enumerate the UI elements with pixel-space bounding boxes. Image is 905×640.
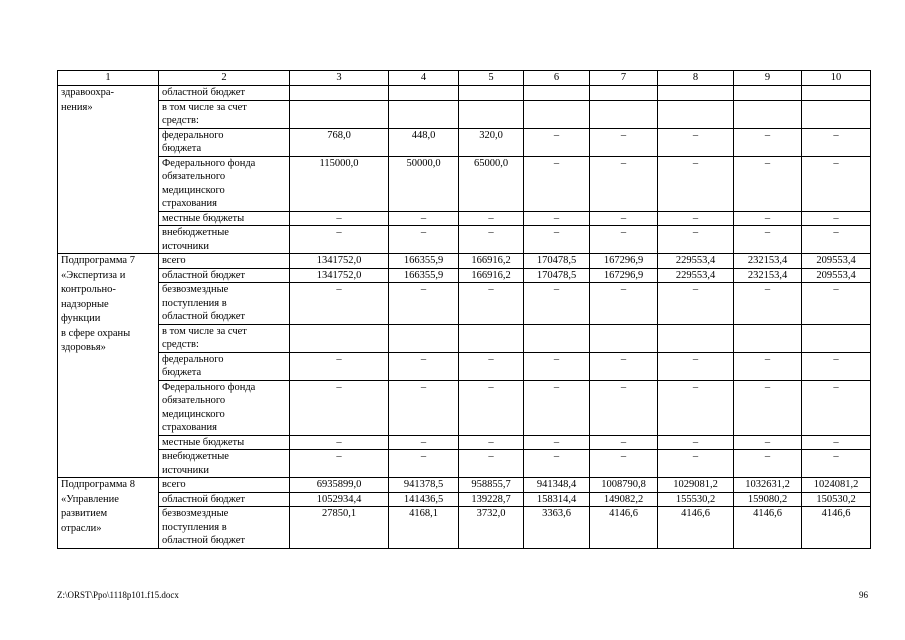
value-cell: – xyxy=(524,352,590,380)
value-cell: – xyxy=(590,226,658,254)
value-cell: – xyxy=(802,283,871,325)
value-cell xyxy=(524,324,590,352)
value-cell: – xyxy=(389,435,459,450)
value-cell: 149082,2 xyxy=(590,492,658,507)
table-row xyxy=(58,478,871,493)
funding-source: федерального бюджета xyxy=(159,352,290,380)
value-cell: – xyxy=(459,380,524,435)
column-header: 9 xyxy=(734,71,802,86)
program-name: Подпрограмма 7 «Экспертиза и контрольно- надзорные функции в сфере охраны здоровья» xyxy=(58,254,159,478)
value-cell xyxy=(590,86,658,101)
value-cell: – xyxy=(524,156,590,211)
value-cell: – xyxy=(802,435,871,450)
value-cell: 170478,5 xyxy=(524,254,590,269)
funding-source: внебюджетные источники xyxy=(159,450,290,478)
value-cell xyxy=(389,100,459,128)
value-cell: 27850,1 xyxy=(290,507,389,549)
funding-source: Федерального фонда обязательного медицинского страхования xyxy=(159,380,290,435)
value-cell: – xyxy=(802,226,871,254)
value-cell xyxy=(658,100,734,128)
table-row xyxy=(58,128,871,156)
value-cell: – xyxy=(658,226,734,254)
funding-source: безвозмездные поступления в областной бюджет xyxy=(159,283,290,325)
program-name: Подпрограмма 8 «Управление развитием отрасли» xyxy=(58,478,159,549)
value-cell: – xyxy=(524,450,590,478)
value-cell: – xyxy=(290,380,389,435)
value-cell: – xyxy=(590,283,658,325)
value-cell xyxy=(459,100,524,128)
file-path: Z:\ORST\Ppo\1118p101.f15.docx xyxy=(57,590,179,600)
funding-source: всего xyxy=(159,254,290,269)
value-cell: – xyxy=(802,156,871,211)
column-header: 7 xyxy=(590,71,658,86)
value-cell xyxy=(524,86,590,101)
table-row xyxy=(58,283,871,325)
table-row xyxy=(58,211,871,226)
value-cell: 167296,9 xyxy=(590,254,658,269)
table-row xyxy=(58,226,871,254)
value-cell: 6935899,0 xyxy=(290,478,389,493)
funding-source: всего xyxy=(159,478,290,493)
value-cell: 958855,7 xyxy=(459,478,524,493)
value-cell: – xyxy=(459,435,524,450)
value-cell: – xyxy=(524,435,590,450)
value-cell: 1341752,0 xyxy=(290,254,389,269)
value-cell xyxy=(290,324,389,352)
value-cell: 166355,9 xyxy=(389,254,459,269)
value-cell: – xyxy=(658,211,734,226)
value-cell xyxy=(590,100,658,128)
value-cell: 167296,9 xyxy=(590,268,658,283)
funding-source: безвозмездные поступления в областной бюджет xyxy=(159,507,290,549)
value-cell xyxy=(590,324,658,352)
funding-source: областной бюджет xyxy=(159,86,290,101)
column-header: 8 xyxy=(658,71,734,86)
header-row xyxy=(58,71,871,86)
table-row xyxy=(58,156,871,211)
value-cell: – xyxy=(290,435,389,450)
value-cell: 155530,2 xyxy=(658,492,734,507)
value-cell: 115000,0 xyxy=(290,156,389,211)
value-cell: 1008790,8 xyxy=(590,478,658,493)
value-cell: – xyxy=(389,283,459,325)
value-cell: 1032631,2 xyxy=(734,478,802,493)
value-cell xyxy=(802,86,871,101)
table-row xyxy=(58,380,871,435)
funding-source: внебюджетные источники xyxy=(159,226,290,254)
value-cell: – xyxy=(734,156,802,211)
value-cell: 4146,6 xyxy=(802,507,871,549)
funding-source: Федерального фонда обязательного медицинского страхования xyxy=(159,156,290,211)
value-cell: 768,0 xyxy=(290,128,389,156)
value-cell: – xyxy=(734,283,802,325)
funding-source: областной бюджет xyxy=(159,268,290,283)
value-cell: – xyxy=(590,352,658,380)
page-number: 96 xyxy=(859,590,868,600)
column-header: 1 xyxy=(58,71,159,86)
value-cell: – xyxy=(734,450,802,478)
table-row xyxy=(58,450,871,478)
value-cell: 941348,4 xyxy=(524,478,590,493)
value-cell: – xyxy=(802,380,871,435)
value-cell: 232153,4 xyxy=(734,268,802,283)
value-cell: 1052934,4 xyxy=(290,492,389,507)
value-cell: – xyxy=(524,226,590,254)
value-cell: – xyxy=(524,283,590,325)
column-header: 4 xyxy=(389,71,459,86)
value-cell: – xyxy=(590,435,658,450)
value-cell: – xyxy=(590,128,658,156)
value-cell: – xyxy=(658,156,734,211)
value-cell: – xyxy=(658,352,734,380)
table-row xyxy=(58,268,871,283)
value-cell: 166916,2 xyxy=(459,268,524,283)
value-cell xyxy=(658,324,734,352)
table-row xyxy=(58,435,871,450)
value-cell: – xyxy=(590,380,658,435)
value-cell: 141436,5 xyxy=(389,492,459,507)
funding-source: в том числе за счет средств: xyxy=(159,100,290,128)
value-cell: 158314,4 xyxy=(524,492,590,507)
table-row xyxy=(58,507,871,549)
value-cell: – xyxy=(459,211,524,226)
value-cell xyxy=(734,324,802,352)
value-cell: 320,0 xyxy=(459,128,524,156)
value-cell: – xyxy=(290,450,389,478)
funding-source: местные бюджеты xyxy=(159,435,290,450)
value-cell xyxy=(802,324,871,352)
value-cell: 150530,2 xyxy=(802,492,871,507)
value-cell: 4146,6 xyxy=(658,507,734,549)
value-cell xyxy=(658,86,734,101)
value-cell: – xyxy=(389,380,459,435)
value-cell: – xyxy=(459,450,524,478)
value-cell: 166355,9 xyxy=(389,268,459,283)
value-cell: 1029081,2 xyxy=(658,478,734,493)
value-cell: – xyxy=(658,450,734,478)
value-cell: – xyxy=(590,211,658,226)
value-cell: – xyxy=(590,450,658,478)
value-cell: 170478,5 xyxy=(524,268,590,283)
value-cell xyxy=(802,100,871,128)
funding-source: областной бюджет xyxy=(159,492,290,507)
value-cell: – xyxy=(734,352,802,380)
table-row xyxy=(58,492,871,507)
budget-table xyxy=(57,70,871,549)
value-cell: – xyxy=(524,128,590,156)
value-cell xyxy=(290,86,389,101)
funding-source: местные бюджеты xyxy=(159,211,290,226)
value-cell: – xyxy=(389,352,459,380)
value-cell: – xyxy=(459,226,524,254)
value-cell xyxy=(734,100,802,128)
column-header: 3 xyxy=(290,71,389,86)
value-cell xyxy=(389,86,459,101)
value-cell: 3363,6 xyxy=(524,507,590,549)
value-cell: – xyxy=(734,226,802,254)
value-cell: 3732,0 xyxy=(459,507,524,549)
value-cell: 50000,0 xyxy=(389,156,459,211)
value-cell: – xyxy=(802,128,871,156)
value-cell: – xyxy=(290,211,389,226)
value-cell: – xyxy=(734,380,802,435)
value-cell: 4146,6 xyxy=(590,507,658,549)
value-cell xyxy=(459,86,524,101)
value-cell: 448,0 xyxy=(389,128,459,156)
column-header: 2 xyxy=(159,71,290,86)
value-cell: 1024081,2 xyxy=(802,478,871,493)
table-row xyxy=(58,352,871,380)
value-cell: – xyxy=(389,211,459,226)
value-cell: 209553,4 xyxy=(802,254,871,269)
value-cell: – xyxy=(734,211,802,226)
value-cell: – xyxy=(734,435,802,450)
value-cell: – xyxy=(734,128,802,156)
table-row xyxy=(58,254,871,269)
value-cell: – xyxy=(459,283,524,325)
value-cell: – xyxy=(290,226,389,254)
value-cell: 159080,2 xyxy=(734,492,802,507)
value-cell: 229553,4 xyxy=(658,254,734,269)
value-cell xyxy=(389,324,459,352)
value-cell: 1341752,0 xyxy=(290,268,389,283)
value-cell: – xyxy=(802,211,871,226)
funding-source: федерального бюджета xyxy=(159,128,290,156)
value-cell: 209553,4 xyxy=(802,268,871,283)
value-cell: – xyxy=(389,450,459,478)
table-row xyxy=(58,324,871,352)
value-cell: 941378,5 xyxy=(389,478,459,493)
value-cell: – xyxy=(658,380,734,435)
value-cell: 139228,7 xyxy=(459,492,524,507)
value-cell: 65000,0 xyxy=(459,156,524,211)
value-cell: – xyxy=(658,283,734,325)
table-body xyxy=(58,71,871,549)
value-cell: 4168,1 xyxy=(389,507,459,549)
column-header: 5 xyxy=(459,71,524,86)
column-header: 6 xyxy=(524,71,590,86)
value-cell: 229553,4 xyxy=(658,268,734,283)
value-cell: – xyxy=(290,283,389,325)
value-cell: – xyxy=(802,352,871,380)
value-cell: – xyxy=(802,450,871,478)
value-cell: 4146,6 xyxy=(734,507,802,549)
value-cell xyxy=(734,86,802,101)
value-cell: – xyxy=(524,211,590,226)
value-cell: – xyxy=(389,226,459,254)
value-cell: – xyxy=(658,435,734,450)
program-name: здравоохра- нения» xyxy=(58,86,159,254)
value-cell: – xyxy=(658,128,734,156)
table-row xyxy=(58,100,871,128)
value-cell: 166916,2 xyxy=(459,254,524,269)
table-row xyxy=(58,86,871,101)
value-cell: – xyxy=(524,380,590,435)
value-cell xyxy=(524,100,590,128)
value-cell: 232153,4 xyxy=(734,254,802,269)
value-cell: – xyxy=(590,156,658,211)
funding-source: в том числе за счет средств: xyxy=(159,324,290,352)
value-cell xyxy=(290,100,389,128)
value-cell xyxy=(459,324,524,352)
column-header: 10 xyxy=(802,71,871,86)
value-cell: – xyxy=(459,352,524,380)
value-cell: – xyxy=(290,352,389,380)
